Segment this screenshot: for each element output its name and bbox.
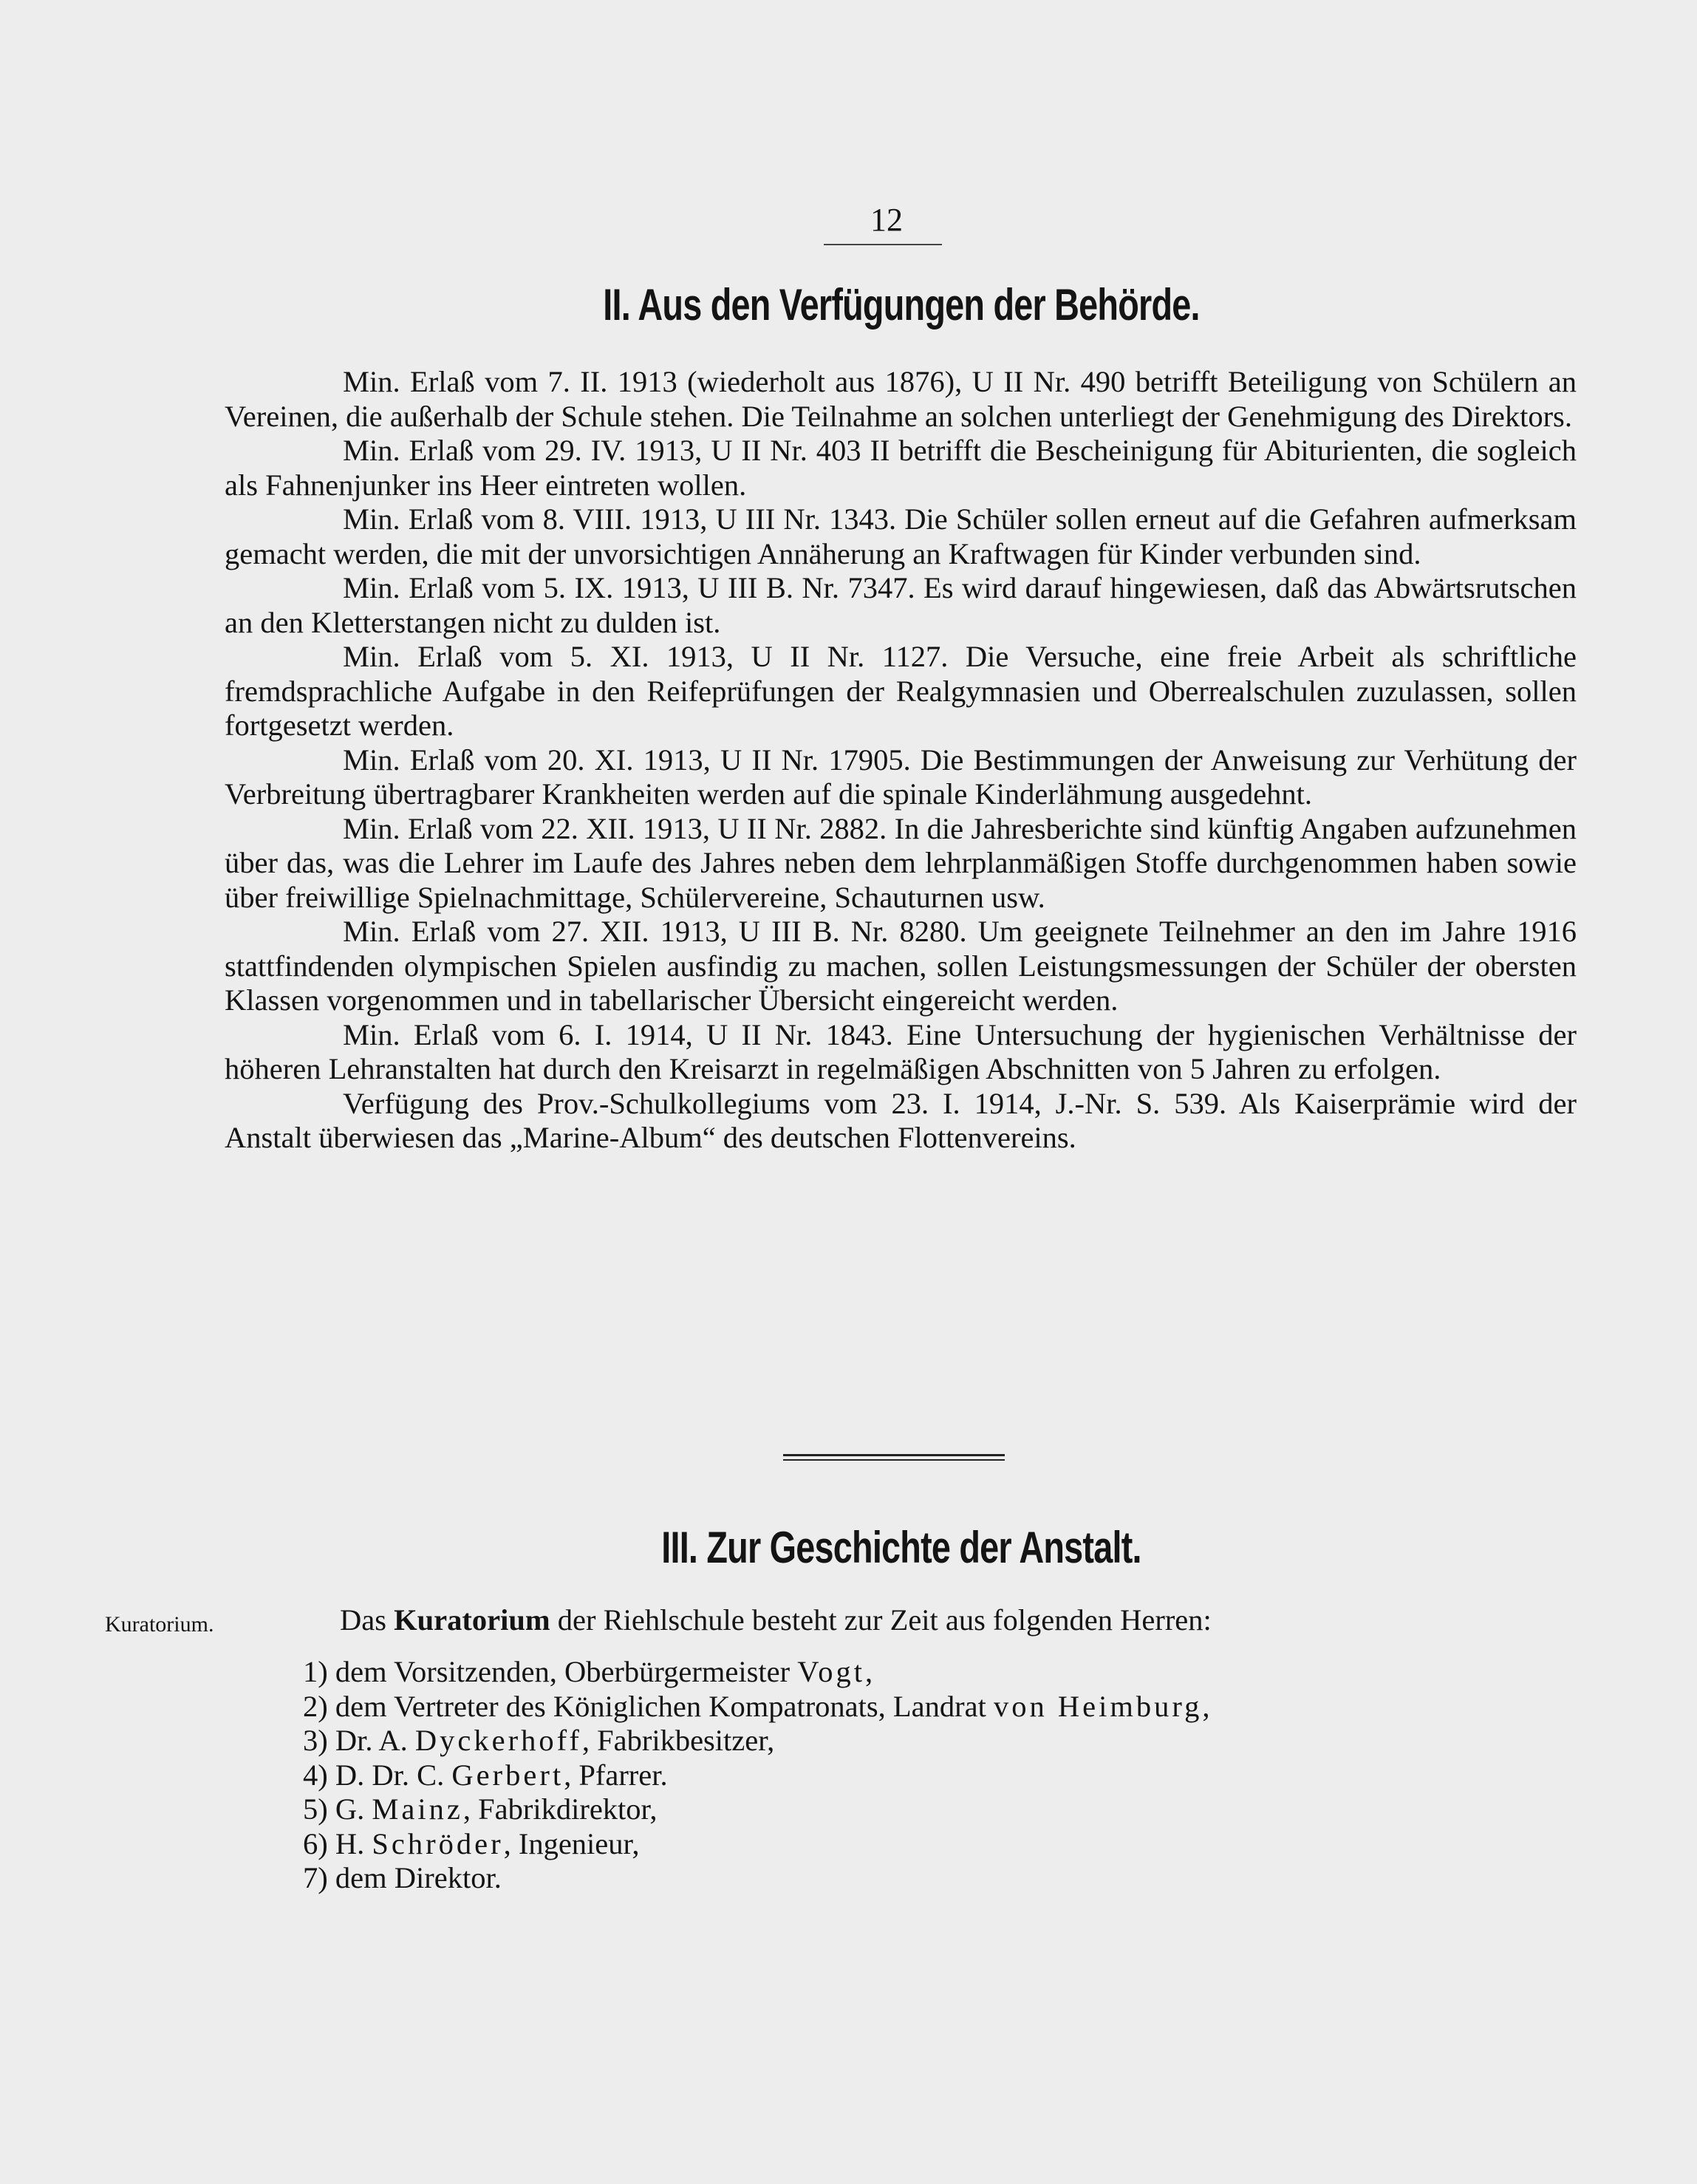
member-text: dem Vertreter des Königlichen Kompatronats, Landrat — [335, 1689, 986, 1723]
curatorium-member-list — [303, 1655, 1209, 1896]
list-item — [303, 1655, 1209, 1690]
member-text: dem Direktor. — [335, 1861, 502, 1894]
decree-paragraph: Min. Erlaß vom 5. XI. 1913, U II Nr. 1127. Die Versuche, eine freie Arbeit als schriftliche fremdsprachliche Aufgabe in den Reifeprüfungen der Realgymnasien und Oberrealschulen zuzulassen, sollen fortgesetzt werden. — [225, 640, 1577, 742]
intro-bold-term: Kuratorium — [394, 1603, 550, 1637]
decree-paragraph: Verfügung des Prov.-Schulkollegiums vom 23. I. 1914, J.-Nr. S. 539. Als Kaiserprämie wird der Anstalt überwiesen das „Marine-Album“ des deutschen Flottenvereins. — [225, 1086, 1577, 1154]
member-suffix: , — [1202, 1689, 1210, 1723]
member-number: 7) — [303, 1861, 328, 1894]
margin-label: Kuratorium. — [105, 1612, 214, 1637]
decree-paragraph: Min. Erlaß vom 22. XII. 1913, U II Nr. 2882. In die Jahresberichte sind künftig Angaben aufzunehmen über das, was die Lehrer im Laufe des Jahres neben dem lehrplanmäßigen Stoffe durchgenommen haben sowie über freiwillige Spielnachmittage, Schülervereine, Schauturnen usw. — [225, 811, 1577, 914]
section-divider — [783, 1454, 1005, 1461]
member-name: Gerbert — [451, 1758, 564, 1792]
member-name: Mainz — [372, 1792, 463, 1826]
decree-paragraph: Min. Erlaß vom 7. II. 1913 (wiederholt aus 1876), U II Nr. 490 betrifft Beteiligung von Schülern an Vereinen, die außerhalb der Schule stehen. Die Teilnahme an solchen unterliegt der Genehmigung des Direktors. — [225, 365, 1577, 433]
list-item — [303, 1690, 1209, 1724]
intro-text: der Riehlschule besteht zur Zeit aus folgenden Herren: — [557, 1603, 1212, 1637]
member-suffix: , Pfarrer. — [564, 1758, 668, 1792]
member-number: 5) — [303, 1792, 328, 1826]
section-heading-authorities: II. Aus den Verfügungen der Behörde. — [603, 280, 1200, 330]
section-heading-history: III. Zur Geschichte der Anstalt. — [661, 1523, 1141, 1572]
member-number: 4) — [303, 1758, 328, 1792]
decree-paragraph: Min. Erlaß vom 5. IX. 1913, U III B. Nr. 7347. Es wird darauf hingewiesen, daß das Abwärtsrutschen an den Kletterstangen nicht zu dulden ist. — [225, 571, 1577, 639]
page-number-rule — [824, 244, 942, 245]
member-text: D. Dr. C. — [335, 1758, 445, 1792]
list-item — [303, 1861, 1209, 1896]
member-text: Dr. A. — [335, 1724, 408, 1757]
list-item — [303, 1792, 1209, 1827]
decree-paragraph: Min. Erlaß vom 20. XI. 1913, U II Nr. 17905. Die Bestimmungen der Anweisung zur Verhütung der Verbreitung übertragbarer Krankheiten werden auf die spinale Kinderlähmung ausgedehnt. — [225, 743, 1577, 811]
member-number: 6) — [303, 1826, 328, 1860]
intro-text: Das — [340, 1603, 386, 1637]
member-number: 1) — [303, 1655, 328, 1688]
member-suffix: , Ingenieur, — [503, 1826, 640, 1860]
member-name: Dyckerhoff — [414, 1724, 582, 1757]
list-item — [303, 1827, 1209, 1862]
member-number: 2) — [303, 1689, 328, 1723]
decree-paragraph: Min. Erlaß vom 29. IV. 1913, U II Nr. 403 II betrifft die Bescheinigung für Abiturienten, die sogleich als Fahnenjunker ins Heer eintreten wollen. — [225, 434, 1577, 502]
decree-paragraph: Min. Erlaß vom 27. XII. 1913, U III B. Nr. 8280. Um geeignete Teilnehmer an den im Jahre 1916 stattfindenden olympischen Spielen ausfindig zu machen, sollen Leistungsmessungen der Schüler der obersten Klassen vorgenommen und in tabellarischer Übersicht eingereicht werden. — [225, 915, 1577, 1017]
list-item — [303, 1758, 1209, 1793]
member-name: Vogt — [797, 1655, 865, 1688]
decree-paragraph: Min. Erlaß vom 6. I. 1914, U II Nr. 1843. Eine Untersuchung der hygienischen Verhältnisse der höheren Lehranstalten hat durch den Kreisarzt in regelmäßigen Abschnitten von 5 Jahren zu erfolgen. — [225, 1017, 1577, 1085]
curatorium-intro — [340, 1603, 1212, 1638]
decree-paragraph: Min. Erlaß vom 8. VIII. 1913, U III Nr. 1343. Die Schüler sollen erneut auf die Gefahren aufmerksam gemacht werden, die mit der unvorsichtigen Annäherung an Kraftwagen für Kinder verbunden sind. — [225, 502, 1577, 570]
member-suffix: , — [865, 1655, 873, 1688]
member-number: 3) — [303, 1724, 328, 1757]
page-number: 12 — [870, 202, 903, 238]
member-text: H. — [335, 1826, 365, 1860]
member-name: von Heimburg — [993, 1689, 1203, 1723]
member-suffix: , Fabrikdirektor, — [462, 1792, 658, 1826]
member-suffix: , Fabrikbesitzer, — [581, 1724, 775, 1757]
member-name: Schröder — [372, 1826, 504, 1860]
member-text: G. — [335, 1792, 365, 1826]
list-item — [303, 1724, 1209, 1758]
decree-list — [225, 365, 1577, 1156]
member-text: dem Vorsitzenden, Oberbürgermeister — [335, 1655, 791, 1688]
